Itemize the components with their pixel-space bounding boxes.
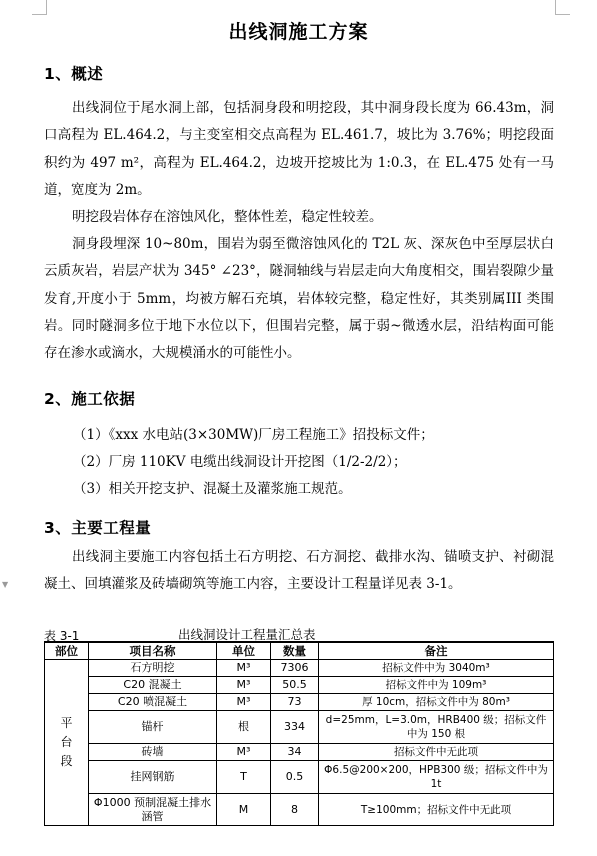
part-cell — [45, 660, 89, 826]
quantity-cell: 50.5 — [271, 677, 319, 694]
unit-cell: 根 — [217, 711, 271, 744]
section-heading-basis: 2、施工依据 — [44, 390, 136, 408]
overview-paragraph-3: 洞身段埋深 10~80m，围岩为弱至微溶蚀风化的 T2L 灰、深灰色中至厚层状白云质灰岩，岩层产状为 345° ∠23°，隧洞轴线与岩层走向大角度相交，围岩裂隙少量发育,开度小于 5mm，均被方解石充填，岩体较完整，稳定性好，其类别属III 类围岩。同时隧洞多位于地下水位以下，但围岩完整，属于弱~微透水层，沿结构面可能存在渗水或滴水，大规模涌水的可能性小。 — [44, 236, 554, 362]
remark-cell: 厚 10cm，招标文件中为 80m³ — [319, 694, 554, 711]
table-row — [45, 660, 554, 677]
table-header-row — [45, 642, 554, 660]
quantities-paragraph: 出线洞主要施工内容包括土石方明挖、石方洞挖、截排水沟、锚喷支护、衬砌混凝土、回填灌浆及砖墙砌筑等施工内容，主要设计工程量详见表 3-1。 — [44, 549, 554, 593]
table-label: 表 3-1 — [44, 629, 80, 643]
remark-cell: Φ6.5@200×200，HPB300 级；招标文件中为 1t — [319, 761, 554, 794]
header-quantity: 数量 — [271, 642, 319, 660]
part-char: 平 — [60, 716, 73, 730]
basis-item-1: （1）《xxx 水电站(3×30MW)厂房工程施工》招投标文件； — [73, 427, 434, 443]
header-remark: 备注 — [319, 642, 554, 660]
table-row — [45, 761, 554, 794]
remark-cell: 招标文件中为 109m³ — [319, 677, 554, 694]
margin-marker-icon: ▼ — [2, 580, 9, 589]
basis-item-3: （3）相关开挖支护、混凝土及灌浆施工规范。 — [73, 481, 352, 497]
header-item-name: 项目名称 — [89, 642, 217, 660]
document-title: 出线洞施工方案 — [228, 21, 369, 43]
remark-cell: T≥100mm；招标文件中无此项 — [319, 794, 554, 826]
item-name-cell: C20 混凝土 — [89, 677, 217, 694]
unit-cell: M³ — [217, 744, 271, 761]
overview-paragraph-1: 出线洞位于尾水洞上部，包括洞身段和明挖段，其中洞身段长度为 66.43m，洞口高程为 EL.464.2，与主变室相交点高程为 EL.461.7，坡比为 3.76%；明挖段面积约为 497 m²，高程为 EL.464.2，边坡开挖坡比为 1:0.3，在 EL.475 处有一马道，宽度为 2m。 — [44, 100, 554, 198]
quantity-cell: 334 — [271, 711, 319, 744]
quantity-cell: 73 — [271, 694, 319, 711]
quantities-table — [44, 641, 554, 826]
header-unit: 单位 — [217, 642, 271, 660]
quantity-cell: 7306 — [271, 660, 319, 677]
table-row — [45, 694, 554, 711]
table-caption: 出线洞设计工程量汇总表 — [178, 627, 316, 642]
unit-cell: M — [217, 794, 271, 826]
table-row — [45, 744, 554, 761]
unit-cell: M³ — [217, 694, 271, 711]
item-name-cell: 砖墙 — [89, 744, 217, 761]
section-heading-overview: 1、概述 — [44, 65, 104, 83]
remark-cell: 招标文件中为 3040m³ — [319, 660, 554, 677]
crop-mark-top-left — [32, 0, 47, 15]
section-heading-quantities: 3、主要工程量 — [44, 519, 152, 537]
item-name-cell: C20 喷混凝土 — [89, 694, 217, 711]
unit-cell: T — [217, 761, 271, 794]
quantity-cell: 8 — [271, 794, 319, 826]
item-name-cell: 石方明挖 — [89, 660, 217, 677]
unit-cell: M³ — [217, 677, 271, 694]
item-name-cell: 挂网钢筋 — [89, 761, 217, 794]
basis-item-2: （2）厂房 110KV 电缆出线洞设计开挖图（1/2-2/2）； — [73, 454, 407, 470]
table-row — [45, 711, 554, 744]
table-row — [45, 677, 554, 694]
unit-cell: M³ — [217, 660, 271, 677]
overview-paragraph-2: 明挖段岩体存在溶蚀风化，整体性差，稳定性较差。 — [72, 209, 383, 225]
remark-cell: 招标文件中无此项 — [319, 744, 554, 761]
quantity-cell: 34 — [271, 744, 319, 761]
crop-mark-top-right — [555, 0, 570, 15]
header-part: 部位 — [45, 642, 89, 660]
quantity-cell: 0.5 — [271, 761, 319, 794]
part-char: 段 — [60, 754, 73, 768]
remark-cell: d=25mm，L=3.0m，HRB400 级；招标文件中为 150 根 — [319, 711, 554, 744]
item-name-cell: 锚杆 — [89, 711, 217, 744]
table-row — [45, 794, 554, 826]
item-name-cell: Φ1000 预制混凝土排水涵管 — [89, 794, 217, 826]
part-char: 台 — [60, 735, 73, 749]
